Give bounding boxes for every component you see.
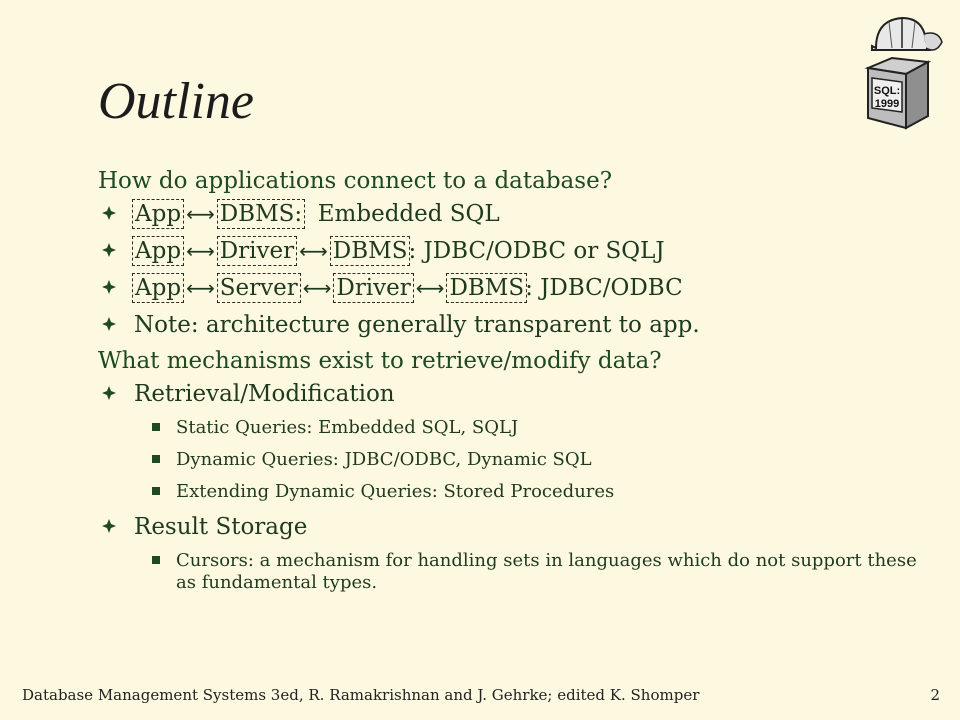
square-bullet-icon	[152, 455, 160, 463]
app-box: App	[135, 238, 182, 264]
bullet-text: Result Storage	[134, 514, 308, 540]
bullet-text: Note: architecture generally transparent to app.	[134, 312, 700, 338]
sql1999-box-with-helmet-icon	[862, 12, 944, 130]
double-arrow-icon: ⟷	[186, 276, 215, 300]
diamond-bullet-icon	[102, 386, 116, 400]
footer-citation: Database Management Systems 3ed, R. Ramakrishnan and J. Gehrke; edited K. Shomper	[22, 686, 700, 704]
diamond-bullet-icon	[102, 519, 116, 533]
bullet-embedded-sql	[98, 200, 928, 228]
app-box: App	[135, 275, 182, 301]
bullet-driver	[98, 237, 928, 265]
bullet-text: Embedded SQL	[317, 201, 500, 227]
slide-title: Outline	[98, 73, 254, 130]
slide-body	[98, 168, 928, 604]
question-connect: How do applications connect to a database?	[98, 168, 613, 194]
sub-bullet-text: Cursors: a mechanism for handling sets in languages which do not support these as fundamental types.	[176, 550, 917, 593]
dbms-box: DBMS	[449, 275, 525, 301]
square-bullet-icon	[152, 487, 160, 495]
bullet-text: Retrieval/Modification	[134, 381, 395, 407]
bullet-server	[98, 274, 928, 302]
diamond-bullet-icon	[102, 206, 116, 220]
double-arrow-icon: ⟷	[186, 202, 215, 226]
sub-bullet-cursors	[98, 550, 928, 594]
dbms-box: DBMS	[332, 238, 408, 264]
bullet-text: : JDBC/ODBC or SQLJ	[408, 238, 665, 264]
logo-label-year: 1999	[874, 98, 900, 110]
diamond-bullet-icon	[102, 317, 116, 331]
sub-bullet-extending	[98, 481, 928, 503]
server-box: Server	[219, 275, 298, 301]
double-arrow-icon: ⟷	[302, 276, 332, 300]
double-arrow-icon: ⟷	[186, 239, 215, 263]
app-box: App	[135, 201, 182, 227]
sub-bullet-text: Dynamic Queries: JDBC/ODBC, Dynamic SQL	[176, 449, 592, 470]
diamond-bullet-icon	[102, 280, 116, 294]
question-mechanisms: What mechanisms exist to retrieve/modify data?	[98, 348, 662, 374]
page-number: 2	[930, 686, 940, 704]
slide-footer	[22, 686, 940, 704]
square-bullet-icon	[152, 423, 160, 431]
sub-bullet-text: Static Queries: Embedded SQL, SQLJ	[176, 417, 519, 438]
sub-bullet-text: Extending Dynamic Queries: Stored Procedures	[176, 481, 615, 502]
bullet-result-storage	[98, 513, 928, 541]
square-bullet-icon	[152, 556, 160, 564]
logo-label-sql: SQL:	[873, 85, 901, 97]
diamond-bullet-icon	[102, 243, 116, 257]
double-arrow-icon: ⟷	[415, 276, 445, 300]
bullet-retrieval	[98, 380, 928, 408]
bullet-note	[98, 311, 928, 339]
bullet-text: : JDBC/ODBC	[525, 275, 683, 301]
double-arrow-icon: ⟷	[299, 239, 328, 263]
sub-bullet-dynamic	[98, 449, 928, 471]
dbms-box: DBMS:	[219, 201, 303, 227]
driver-box: Driver	[336, 275, 411, 301]
sub-bullet-static	[98, 417, 928, 439]
driver-box: Driver	[219, 238, 295, 264]
